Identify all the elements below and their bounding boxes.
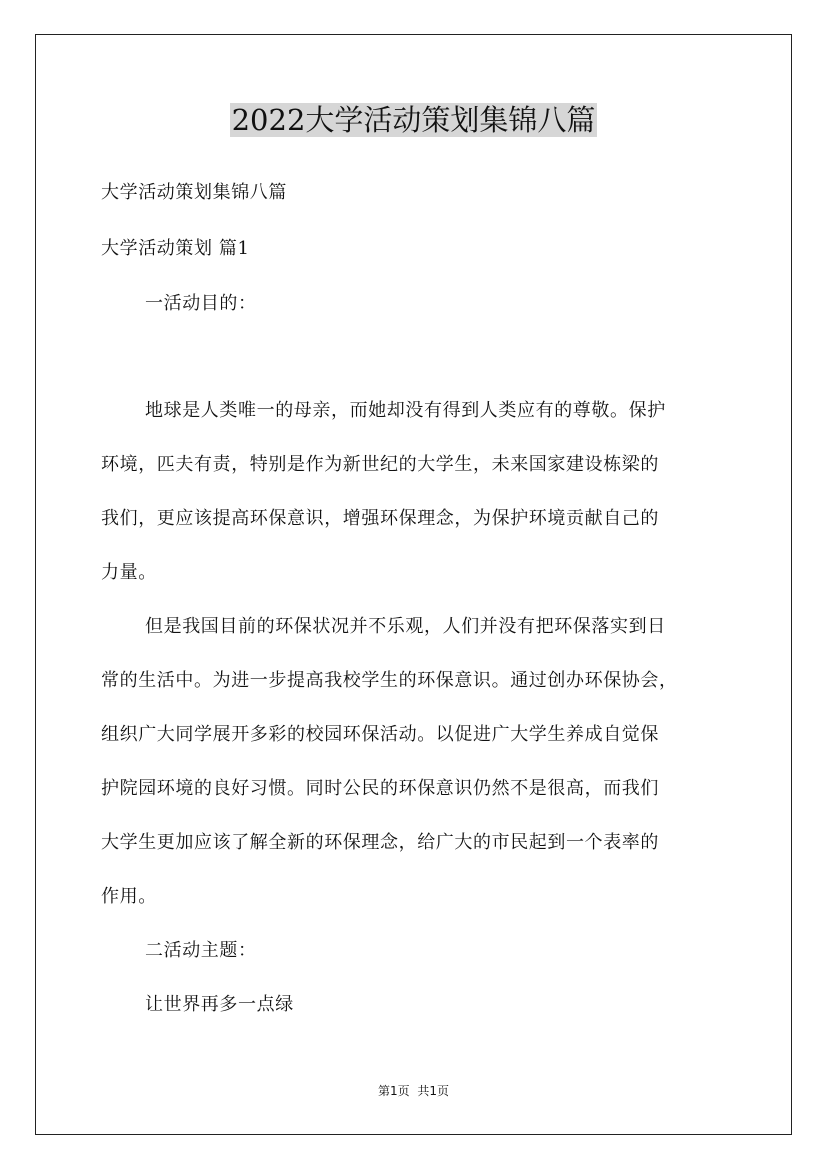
document-title <box>0 100 827 140</box>
paragraph-line: 力量。 <box>101 562 157 583</box>
paragraph-line: 护院园环境的良好习惯。同时公民的环保意识仍然不是很高，而我们 <box>101 778 659 799</box>
page-number: 第1页 <box>377 1084 410 1098</box>
paragraph-line: 作用。 <box>101 886 157 907</box>
theme-text: 让世界再多一点绿 <box>145 994 294 1015</box>
paragraph-line: 环境，匹夫有责，特别是作为新世纪的大学生，未来国家建设栋梁的 <box>101 454 659 475</box>
document-title-text: 2022大学活动策划集锦八篇 <box>231 103 596 137</box>
paragraph-line: 我们，更应该提高环保意识，增强环保理念，为保护环境贡献自己的 <box>101 508 659 529</box>
paragraph-line: 地球是人类唯一的母亲，而她却没有得到人类应有的尊敬。保护 <box>145 400 666 421</box>
paragraph-line: 大学生更加应该了解全新的环保理念，给广大的市民起到一个表率的 <box>101 832 659 853</box>
heading-activity-purpose: 一活动目的： <box>145 293 257 314</box>
paragraph-line: 但是我国目前的环保状况并不乐观，人们并没有把环保落实到日 <box>145 616 666 637</box>
paragraph-line: 常的生活中。为进一步提高我校学生的环保意识。通过创办环保协会， <box>101 670 678 691</box>
heading-activity-theme: 二活动主题： <box>145 940 257 961</box>
page-total: 共1页 <box>417 1084 450 1098</box>
paragraph-line: 组织广大同学展开多彩的校园环保活动。以促进广大学生养成自觉保 <box>101 724 659 745</box>
section-heading: 大学活动策划 篇1 <box>101 238 250 259</box>
subtitle: 大学活动策划集锦八篇 <box>101 182 287 203</box>
page-footer <box>0 1083 827 1099</box>
